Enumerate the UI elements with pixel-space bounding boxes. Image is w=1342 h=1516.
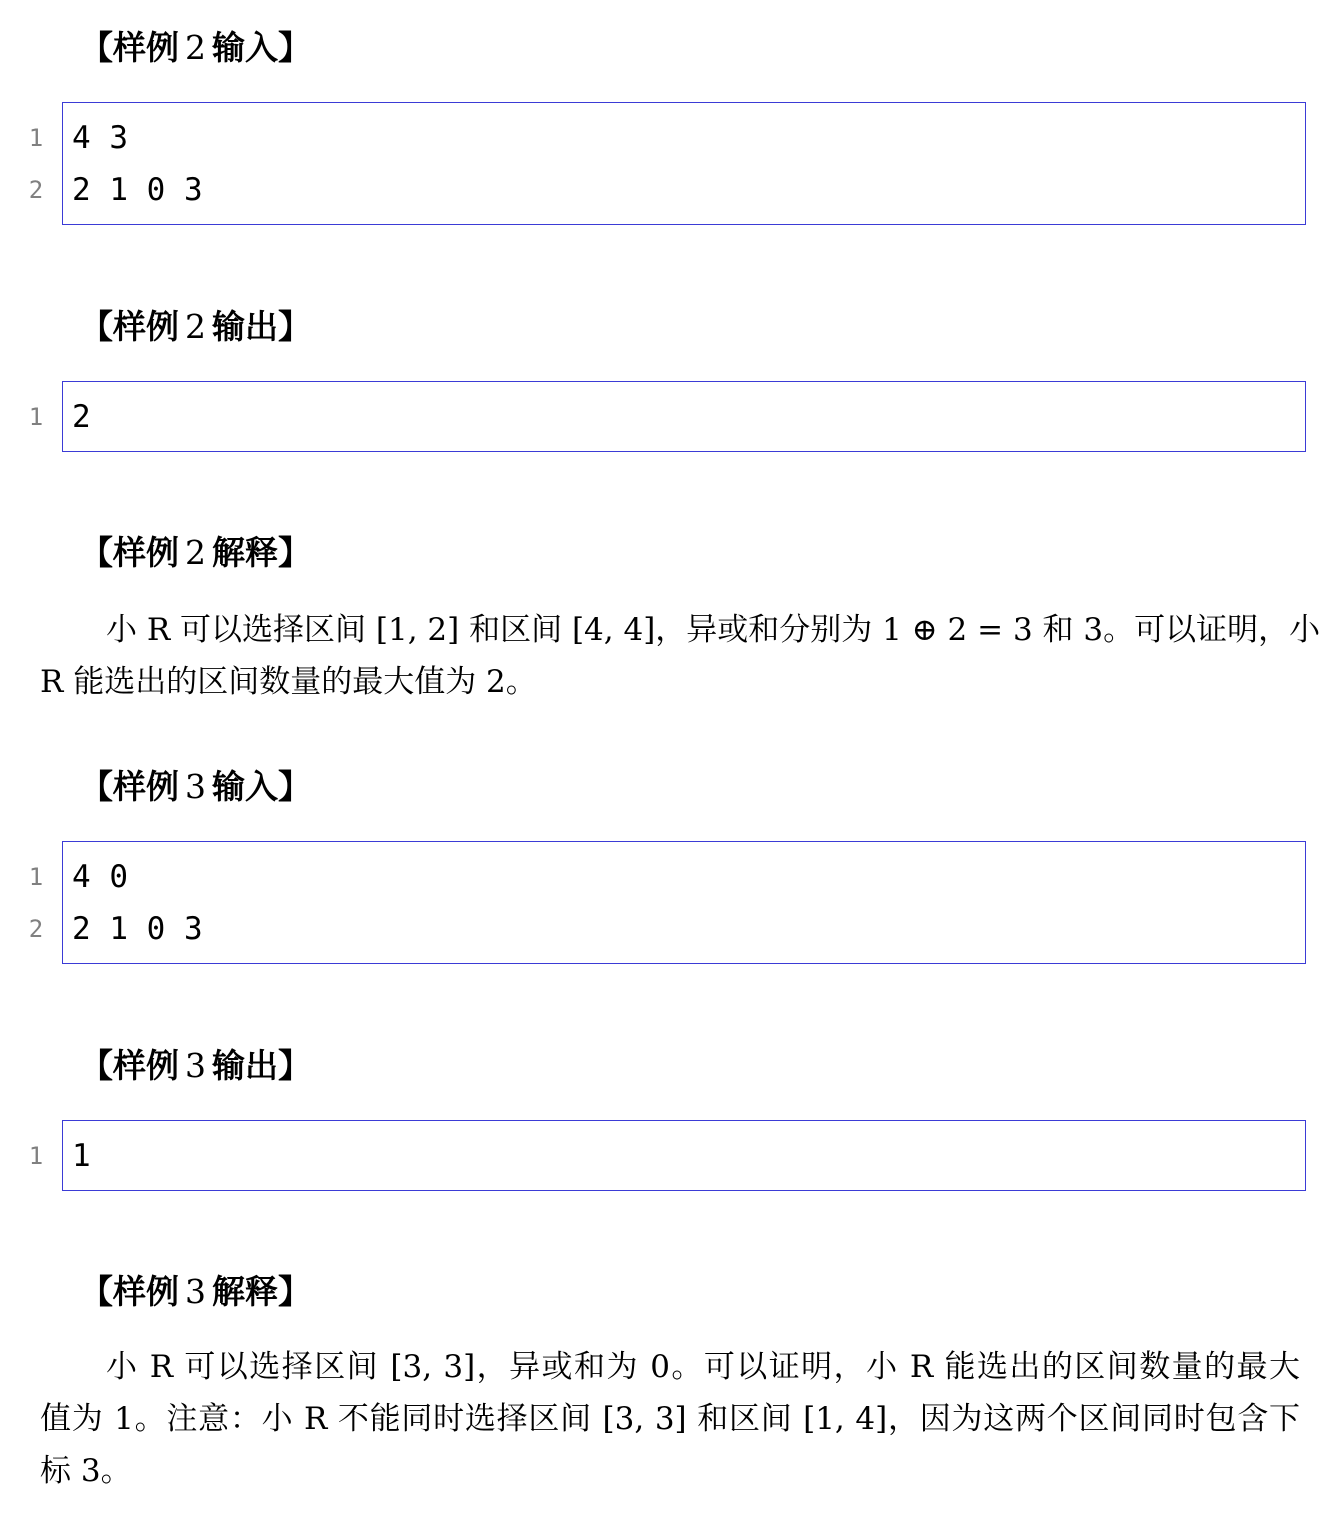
sample-3-explanation-heading (80, 1272, 311, 1312)
heading-number: 3 (185, 767, 206, 806)
heading-close: 解释】 (212, 533, 311, 572)
code-line: 1 (72, 1138, 91, 1174)
heading-close: 输出】 (212, 1046, 311, 1085)
heading-open: 【样例 (80, 307, 179, 346)
code-line: 4 3 (72, 120, 128, 156)
heading-number: 2 (185, 307, 206, 346)
heading-close: 输出】 (212, 307, 311, 346)
sample-2-explanation-heading (80, 533, 311, 573)
line-number: 1 (28, 863, 44, 891)
code-box-border (62, 381, 1306, 452)
code-line: 2 1 0 3 (72, 911, 203, 947)
line-number: 1 (28, 124, 44, 152)
sample-3-input-heading (80, 767, 311, 807)
sample-3-output-heading (80, 1046, 311, 1086)
heading-number: 2 (185, 28, 206, 67)
explanation-line: 标 3。 (40, 1453, 132, 1489)
line-number: 1 (28, 403, 44, 431)
sample-2-output-heading (80, 307, 311, 347)
heading-open: 【样例 (80, 533, 179, 572)
heading-open: 【样例 (80, 767, 179, 806)
heading-open: 【样例 (80, 28, 179, 67)
heading-open: 【样例 (80, 1046, 179, 1085)
sample-2-explanation-text (40, 604, 1321, 708)
code-box-border (62, 841, 1306, 964)
heading-number: 2 (185, 533, 206, 572)
code-line: 4 0 (72, 859, 128, 895)
explanation-line: 小 R 可以选择区间 [1, 2] 和区间 [4, 4]，异或和分别为 1 ⊕ 2 = 3 和 3。可以证明，小 (106, 612, 1321, 648)
sample-2-input-heading (80, 28, 311, 68)
heading-number: 3 (185, 1272, 206, 1311)
explanation-line: 小 R 可以选择区间 [3, 3]，异或和为 0。可以证明，小 R 能选出的区间数量的最大 (106, 1349, 1300, 1385)
explanation-line: R 能选出的区间数量的最大值为 2。 (40, 664, 537, 700)
code-box-border (62, 1120, 1306, 1191)
code-line: 2 1 0 3 (72, 172, 203, 208)
heading-open: 【样例 (80, 1272, 179, 1311)
line-number: 1 (28, 1142, 44, 1170)
heading-close: 输入】 (212, 28, 311, 67)
code-box-border (62, 102, 1306, 225)
code-line: 2 (72, 399, 91, 435)
heading-number: 3 (185, 1046, 206, 1085)
explanation-line: 值为 1。注意：小 R 不能同时选择区间 [3, 3] 和区间 [1, 4]，因为这两个区间同时包含下 (40, 1401, 1300, 1437)
line-number: 2 (28, 176, 44, 204)
sample-3-explanation-text (40, 1341, 1300, 1497)
line-number: 2 (28, 915, 44, 943)
heading-close: 解释】 (212, 1272, 311, 1311)
heading-close: 输入】 (212, 767, 311, 806)
